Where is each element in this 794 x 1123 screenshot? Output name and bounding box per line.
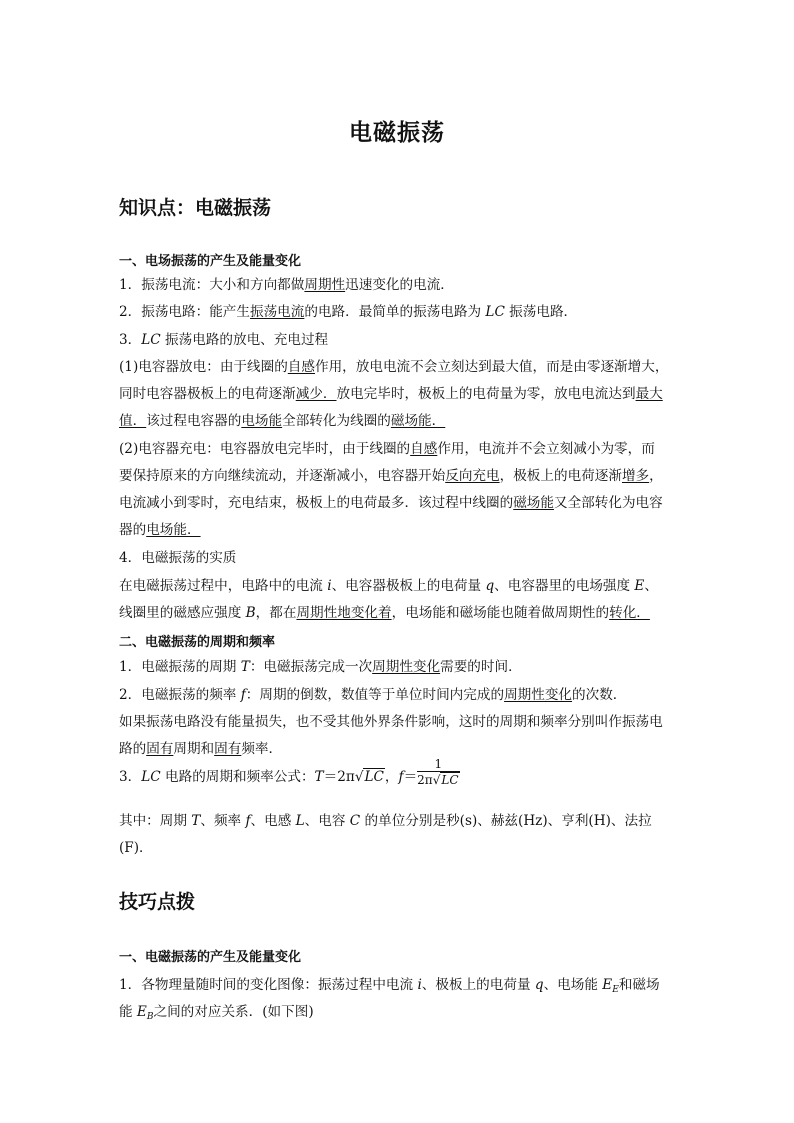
paragraph-essence-line1: 在电磁振荡过程中，电路中的电流 i、电容器极板上的电荷量 q、电容器里的电场强度 E、 bbox=[119, 578, 658, 594]
paragraph-graphs-line1: 1．各物理量随时间的变化图像：振荡过程中电流 i、极板上的电荷量 q、电场能 $E_E$和磁场 bbox=[119, 977, 660, 995]
paragraph-units-line1: 其中：周期 T、频率 f、电感 L、电容 C 的单位分别是秒(s)、赫兹(Hz)、亨利(H)、法拉 bbox=[119, 813, 652, 829]
frequency-fraction: $\frac{1}{2\pi√LC}$ bbox=[417, 757, 459, 787]
paragraph-charge-line1: (2)电容器充电：电容器放电完毕时，由于线圈的自感作用，电流并不会立刻减小为零，而 bbox=[119, 441, 655, 457]
paragraph-discharge-line2: 同时电容器极板上的电荷逐渐减少．放电完毕时，极板上的电荷量为零，放电电流达到最大 bbox=[119, 386, 663, 402]
paragraph-natural-line2: 路的固有周期和固有频率． bbox=[119, 741, 283, 757]
page-title: 电磁振荡 bbox=[349, 120, 445, 146]
section-heading-tips: 技巧点拨 bbox=[119, 891, 196, 913]
paragraph-period: 1．电磁振荡的周期 T：电磁振荡完成一次周期性变化需要的时间． bbox=[119, 659, 522, 675]
subheading-generation: 一、电场振荡的产生及能量变化 bbox=[119, 254, 302, 269]
paragraph-charge-line3: 电流减小到零时，充电结束，极板上的电荷最多．该过程中线圈的磁场能又全部转化为电容 bbox=[119, 495, 663, 511]
paragraph-charge-line4: 器的电场能． bbox=[119, 522, 201, 538]
paragraph-discharge-line3: 值．该过程电容器的电场能全部转化为线圈的磁场能． bbox=[119, 413, 446, 429]
paragraph-units-line2: (F)． bbox=[119, 840, 153, 856]
subheading-period-frequency: 二、电磁振荡的周期和频率 bbox=[119, 635, 276, 650]
paragraph-oscillating-circuit: 2．振荡电路：能产生振荡电流的电路．最简单的振荡电路为 LC 振荡电路． bbox=[119, 304, 578, 320]
paragraph-discharge-line1: (1)电容器放电：由于线圈的自感作用，放电电流不会立刻达到最大值，而是由零逐渐增大， bbox=[119, 359, 669, 375]
paragraph-essence-title: 4．电磁振荡的实质 bbox=[119, 550, 237, 566]
paragraph-lc-process: 3．LC 振荡电路的放电、充电过程 bbox=[119, 332, 329, 348]
subheading-tips-generation: 一、电磁振荡的产生及能量变化 bbox=[119, 950, 302, 965]
paragraph-natural-line1: 如果振荡电路没有能量损失，也不受其他外界条件影响，这时的周期和频率分别叫作振荡电 bbox=[119, 714, 663, 730]
paragraph-charge-line2: 要保持原来的方向继续流动，并逐渐减小，电容器开始反向充电，极板上的电荷逐渐增多， bbox=[119, 468, 663, 484]
paragraph-essence-line2: 线圈里的磁感应强度 B，都在周期性地变化着，电场能和磁场能也随着做周期性的转化． bbox=[119, 605, 650, 621]
paragraph-oscillating-current: 1．振荡电流：大小和方向都做周期性迅速变化的电流． bbox=[119, 277, 454, 293]
lc-formula: 3．LC 电路的周期和频率公式：T＝2π√LC，f＝ $\frac{1}{2\pi√LC}$ bbox=[119, 757, 459, 787]
section-heading-knowledge: 知识点：电磁振荡 bbox=[119, 197, 272, 219]
paragraph-graphs-line2: 能 $E_B$之间的对应关系．(如下图) bbox=[119, 1004, 314, 1022]
paragraph-frequency: 2．电磁振荡的频率 f：周期的倒数，数值等于单位时间内完成的周期性变化的次数． bbox=[119, 687, 627, 703]
